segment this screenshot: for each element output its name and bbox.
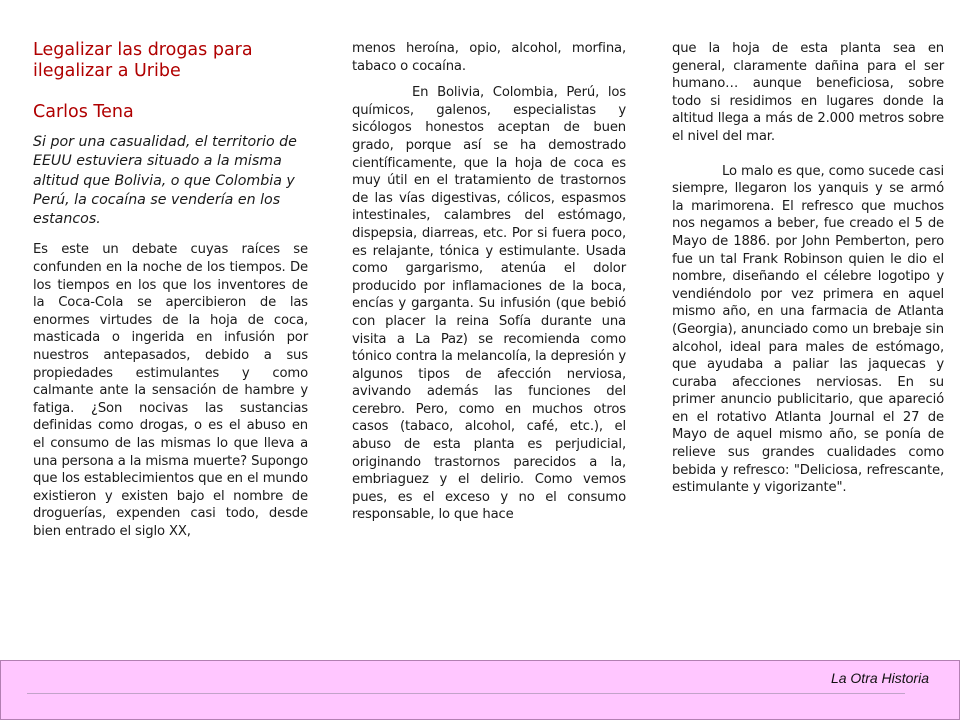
footer-publication-label: La Otra Historia [830,670,929,686]
article-author: Carlos Tena [33,102,134,122]
body-paragraph: Es este un debate cuyas raíces se confunden en la noche de los tiempos. De los tiempos en los que los inventores de la Coca-Cola se apercibieron de las enormes virtudes de la hoja de coca, masticada o ingerida en infusión por nuestros antepasados, debido a sus propiedades estimulantes y como calmante ante la sensación de hambre y fatiga. ¿Son nocivas las sustancias definidas como drogas, o es el abuso en el consumo de las mismas lo que lleva a una persona a la misma muerte? Supongo que los establecimientos que en el mundo existieron y existen bajo el nombre de droguerías, expenden casi todo, desde bien entrado el siglo XX, [33,242,308,539]
column-1 [33,40,308,550]
body-paragraph: Lo malo es que, como sucede casi siempre, llegaron los yanquis y se armó la marimorena. El refresco que muchos nos negamos a beber, fue creado el 5 de Mayo de 1886. por John Pemberton, pero fue un tal Frank Robinson quien le dio el nombre, diseñando el célebre logotipo y vendiéndolo por vez primera en aquel mismo año, en una farmacia de Atlanta (Georgia), anunciado como un brebaje sin alcohol, ideal para males de estómago, que ayudaba a paliar las jaquecas y curaba afecciones nerviosas. En su primer anuncio publicitario, que apareció en el rotativo Atlanta Journal el 27 de Mayo de aquel mismo año, se ponía de relieve sus grandes cualidades como bebida y refresco: "Deliciosa, refrescante, estimulante y vigorizante". [672,163,944,496]
page-footer [0,660,960,720]
column-3 [672,40,944,506]
body-paragraph-continued: que la hoja de esta planta sea en general, claramente dañina para el ser humano… aunque beneficiosa, sobre todo si residimos en lugares donde la altitud llega a más de 2.000 metros sobre el nivel del mar. [672,41,944,144]
footer-divider [27,693,905,694]
body-paragraph-continued: menos heroína, opio, alcohol, morfina, tabaco o cocaína. [352,41,626,74]
article-lead: Si por una casualidad, el territorio de EEUU estuviera situado a la misma altitud que Bolivia, o que Colombia y Perú, la cocaína se vendería en los estancos. [33,134,297,228]
article-title: Legalizar las drogas para ilegalizar a Uribe [33,40,253,81]
body-paragraph: En Bolivia, Colombia, Perú, los químicos, galenos, especialistas y sicólogos honestos aceptan de buen grado, porque así se ha demostrado científicamente, que la hoja de coca es muy útil en el tratamiento de trastornos de las vías digestivas, cólicos, espasmos intestinales, calambres del estómago, dispepsia, diarreas, etc. Por si fuera poco, es relajante, tónica y estimulante. Usada como gargarismo, atenúa el dolor producido por inflamaciones de la boca, encías y garganta. Su infusión (que bebió con placer la reina Sofía durante una visita a La Paz) se recomienda como tónico contra la melancolía, la depresión y algunos tipos de afección nerviosa, avivando además las funciones del cerebro. Pero, como en muchos otros casos (tabaco, alcohol, café, etc.), el abuso de esta planta es perjudicial, originando trastornos parecidos a la, embriaguez y el delirio. Como vemos pues, es el exceso y no el consumo responsable, lo que hace [352,85,626,523]
column-2 [352,40,626,533]
